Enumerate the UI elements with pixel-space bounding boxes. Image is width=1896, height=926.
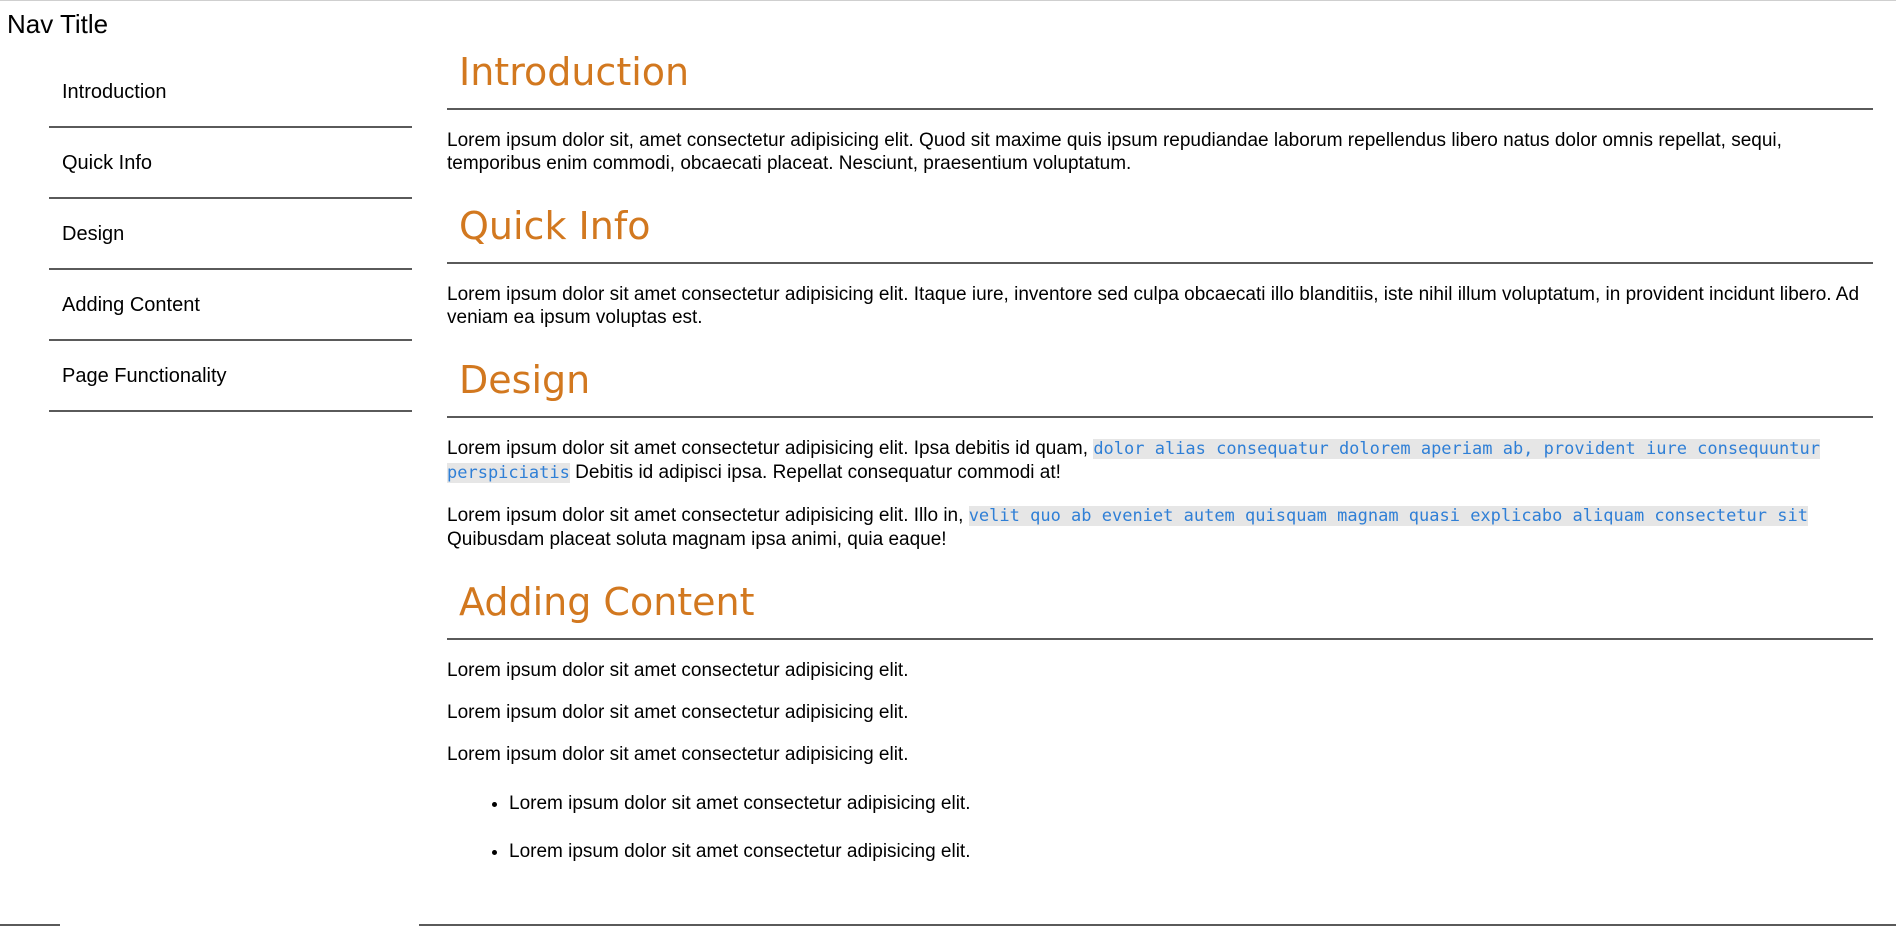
section-quick-info bbox=[447, 194, 1873, 329]
nav-link-design[interactable]: Design bbox=[62, 223, 125, 245]
design-paragraph-2 bbox=[447, 504, 1873, 551]
list-item: • Lorem ipsum dolor sit amet consectetur adipisicing elit. bbox=[509, 792, 1873, 815]
nav-item-adding-content bbox=[49, 270, 412, 341]
adding-content-paragraph-2: Lorem ipsum dolor sit amet consectetur adipisicing elit. bbox=[447, 702, 909, 723]
nav-list bbox=[49, 57, 412, 412]
section-design bbox=[447, 348, 1873, 551]
design-p2-text-before: Lorem ipsum dolor sit amet consectetur adipisicing elit. Illo in, bbox=[447, 505, 969, 526]
nav-item-design bbox=[49, 199, 412, 270]
nav-link-page-functionality[interactable]: Page Functionality bbox=[62, 365, 227, 387]
section-title-quick-info: Quick Info bbox=[447, 194, 1873, 264]
section-introduction bbox=[447, 40, 1873, 175]
section-adding-content bbox=[447, 570, 1873, 863]
list-item: • Lorem ipsum dolor sit amet consectetur adipisicing elit. bbox=[509, 840, 1873, 863]
adding-content-paragraph-1: Lorem ipsum dolor sit amet consectetur adipisicing elit. bbox=[447, 660, 909, 681]
design-p1-text-after: Debitis id adipisci ipsa. Repellat consequatur commodi at! bbox=[569, 462, 1061, 483]
nav-item-introduction bbox=[49, 57, 412, 128]
quick-info-paragraph: Lorem ipsum dolor sit amet consectetur adipisicing elit. Itaque iure, inventore sed culpa obcaecati illo blanditiis, iste nihil illum voluptatum, in provident incidunt libero. Ad veniam ea ipsum voluptas est. bbox=[447, 284, 1860, 328]
design-paragraph-1 bbox=[447, 437, 1873, 485]
section-title-design: Design bbox=[447, 348, 1873, 418]
section-title-adding-content: Adding Content bbox=[447, 570, 1873, 640]
section-title-introduction: Introduction bbox=[447, 40, 1873, 110]
introduction-paragraph: Lorem ipsum dolor sit, amet consectetur adipisicing elit. Quod sit maxime quis ipsum repudiandae laborum repellendus libero natus dolor omnis repellat, sequi, temporibus enim commodi, obcaecati placeat. Nesciunt, praesentium voluptatum. bbox=[447, 130, 1782, 174]
nav-link-adding-content[interactable]: Adding Content bbox=[62, 294, 200, 316]
design-p2-text-after: Quibusdam placeat soluta magnam ipsa animi, quia eaque! bbox=[447, 529, 947, 550]
design-p1-text-before: Lorem ipsum dolor sit amet consectetur adipisicing elit. Ipsa debitis id quam, bbox=[447, 438, 1094, 459]
nav-link-quick-info[interactable]: Quick Info bbox=[62, 152, 153, 174]
nav-item-quick-info bbox=[49, 128, 412, 199]
design-p1-code: dolor alias consequatur dolorem aperiam ab, provident iure consequuntur perspiciatis bbox=[447, 439, 1820, 483]
nav-item-page-functionality bbox=[49, 341, 412, 412]
design-p2-code: velit quo ab eveniet autem quisquam magnam quasi explicabo aliquam consectetur sit bbox=[968, 506, 1808, 526]
nav-link-introduction[interactable]: Introduction bbox=[62, 81, 167, 103]
adding-content-list bbox=[447, 792, 1873, 863]
top-border bbox=[0, 0, 1896, 1]
adding-content-paragraph-3: Lorem ipsum dolor sit amet consectetur adipisicing elit. bbox=[447, 744, 909, 765]
main-content bbox=[447, 40, 1873, 888]
nav-title: Nav Title bbox=[7, 9, 109, 39]
